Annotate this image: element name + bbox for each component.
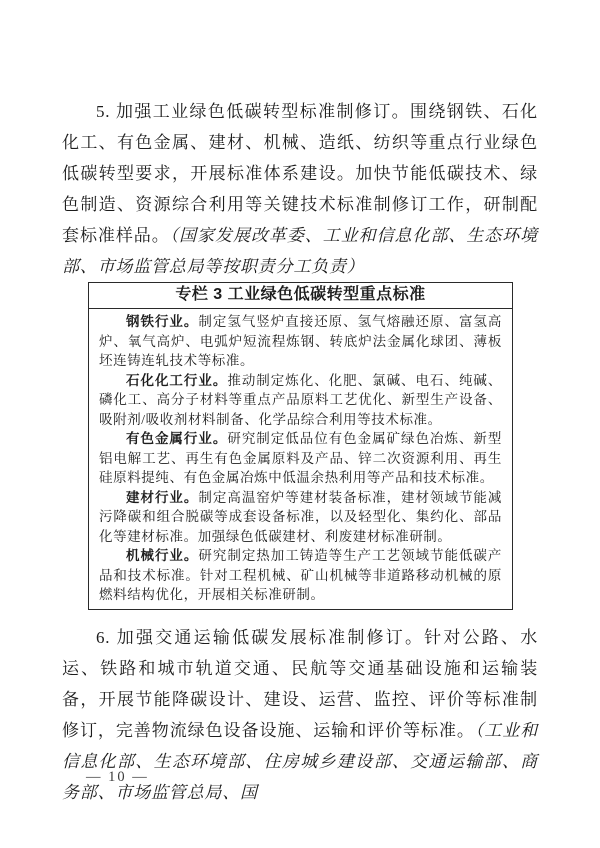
box-item-machinery-text: 研究制定热加工铸造等生产工艺领域节能低碳产品和技术标准。针对工程机械、矿山机械等非道路移动机械的原燃料结构优化，开展相关标准研制。	[99, 548, 503, 602]
box-item-petrochemical	[99, 371, 502, 430]
box-item-petrochemical-text: 推动制定炼化、化肥、氯碱、电石、纯碱、磷化工、高分子材料等重点产品原料工艺优化、新型生产设备、吸附剂/吸收剂材料制备、化学品综合利用等技术标准。	[99, 372, 503, 427]
box-item-building-materials-label: 建材行业。	[126, 489, 199, 505]
column-3-box-title: 专栏 3 工业绿色低碳转型重点标准	[89, 283, 512, 309]
paragraph-5-attribution: （国家发展改革委、工业和信息化部、生态环境部、市场监管总局等按职责分工负责）	[62, 226, 538, 276]
box-item-nonferrous-label: 有色金属行业。	[126, 431, 228, 446]
box-item-nonferrous	[99, 429, 502, 488]
box-item-building-materials-text: 制定高温窑炉等建材装备标准，建材领域节能减污降碳和组合脱碳等成套设备标准，以及轻型化、集约化、部品化等建材标准。加强绿色低碳建材、利废建材标准研制。	[99, 489, 503, 544]
box-item-petrochemical-label: 石化化工行业。	[126, 372, 228, 388]
page-text-area	[62, 96, 538, 808]
paragraph-5-text: 5. 加强工业绿色低碳转型标准制修订。围绕钢铁、石化化工、有色金属、建材、机械、造纸、纺织等重点行业绿色低碳转型要求，开展标准体系建设。加快节能低碳技术、绿色制造、资源综合利用等关键技术标准制修订工作，研制配套标准样品。	[62, 102, 538, 245]
box-item-steel-text: 制定氢气竖炉直接还原、氢气熔融还原、富氢高炉、氧气高炉、电弧炉短流程炼钢、转底炉法金属化球团、薄板坯连铸连轧技术等标准。	[99, 314, 503, 368]
column-3-box	[88, 282, 513, 610]
paragraph-6-text: 6. 加强交通运输低碳发展标准制修订。针对公路、水运、铁路和城市轨道交通、民航等交通基础设施和运输装备，开展节能降碳设计、建设、运营、监控、评价等标准制修订，完善物流绿色设备设施、运输和评价等标准。	[62, 627, 538, 740]
column-3-box-body	[89, 309, 512, 609]
box-item-machinery	[99, 546, 502, 605]
box-item-building-materials	[99, 488, 502, 547]
box-item-nonferrous-text: 研究制定低品位有色金属矿绿色冶炼、新型铝电解工艺、再生有色金属原料及产品、锌二次资源利用、再生硅原料提纯、有色金属冶炼中低温余热利用等产品和技术标准。	[99, 431, 503, 485]
box-item-steel-label: 钢铁行业。	[126, 314, 199, 329]
page-number: — 10 —	[86, 769, 149, 785]
paragraph-5	[62, 96, 538, 282]
box-item-machinery-label: 机械行业。	[126, 548, 199, 563]
box-item-steel	[99, 312, 502, 371]
paragraph-6-attribution: （工业和信息化部、生态环境部、住房城乡建设部、交通运输部、商务部、市场监管总局、国	[62, 720, 538, 802]
